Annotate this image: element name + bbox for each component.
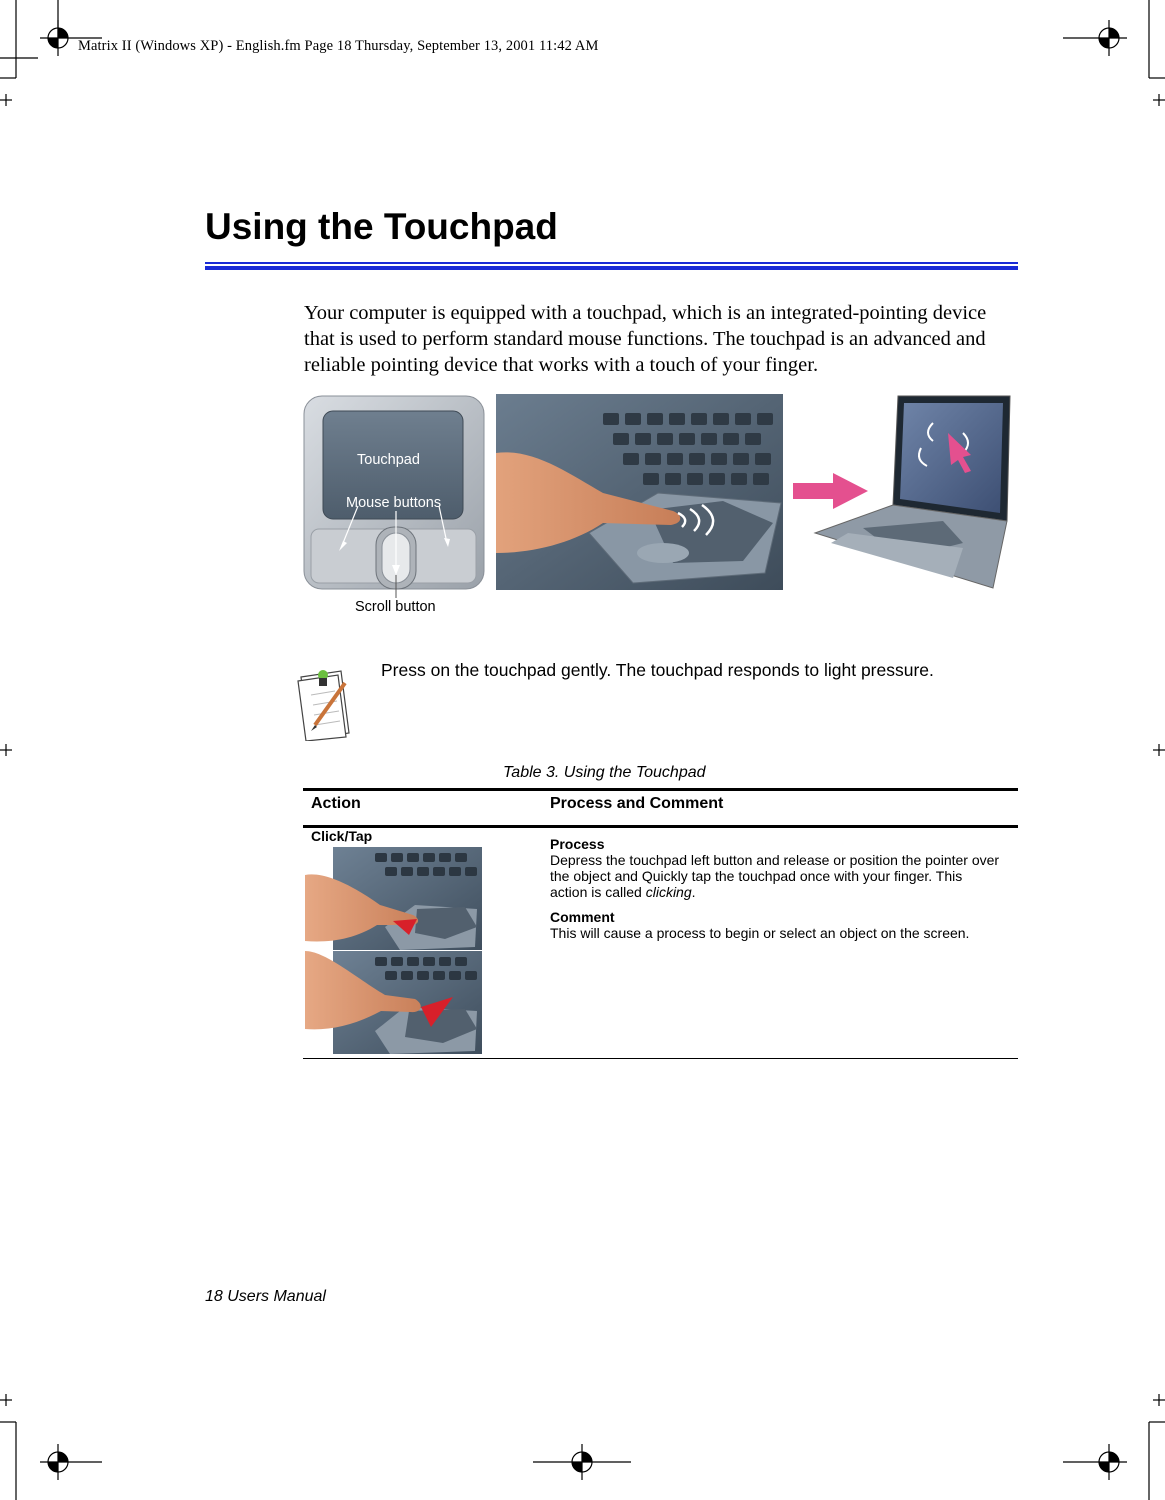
comment-text: This will cause a process to begin or select an object on the screen. xyxy=(550,925,970,941)
mouse-buttons-label: Mouse buttons xyxy=(346,495,442,511)
table-top-rule xyxy=(303,788,1018,791)
intro-paragraph: Your computer is equipped with a touchpad, which is an integrated-pointing device that is used to perform standard mouse functions. The touchpad is an advanced and reliable pointing device that works with a touch of your finger. xyxy=(304,302,987,376)
click-tap-photos xyxy=(305,847,482,1054)
process-heading: Process xyxy=(550,836,605,852)
touchpad-figure xyxy=(303,393,1015,618)
column-header-action: Action xyxy=(311,795,361,812)
process-text-main: Depress the touchpad left button and release or position the pointer over the object and Quickly tap the touchpad once with your finger. This action is called xyxy=(550,852,1000,900)
note-pad-icon xyxy=(295,665,355,741)
process-text-emphasis: clicking xyxy=(645,884,692,900)
process-comment-cell xyxy=(550,836,1000,941)
table-header-rule xyxy=(303,825,1018,828)
process-text xyxy=(550,852,1000,900)
title-rule-thick xyxy=(205,266,1018,270)
scroll-button-label: Scroll button xyxy=(355,599,436,615)
table-bottom-rule xyxy=(303,1058,1018,1059)
page-title: Using the Touchpad xyxy=(205,206,558,247)
column-header-process: Process and Comment xyxy=(550,795,724,812)
process-text-end: . xyxy=(691,884,696,900)
page-footer: 18 Users Manual xyxy=(205,1288,326,1305)
title-rule-thin xyxy=(205,262,1018,264)
document-file-header: Matrix II (Windows XP) - English.fm Page 18 Thursday, September 13, 2001 11:42 AM xyxy=(78,38,599,54)
table-caption: Table 3. Using the Touchpad xyxy=(503,764,706,781)
touchpad-label: Touchpad xyxy=(357,452,420,468)
action-click-tap: Click/Tap xyxy=(311,828,373,844)
note-text: Press on the touchpad gently. The touchpad responds to light pressure. xyxy=(381,660,934,680)
comment-heading: Comment xyxy=(550,909,615,925)
